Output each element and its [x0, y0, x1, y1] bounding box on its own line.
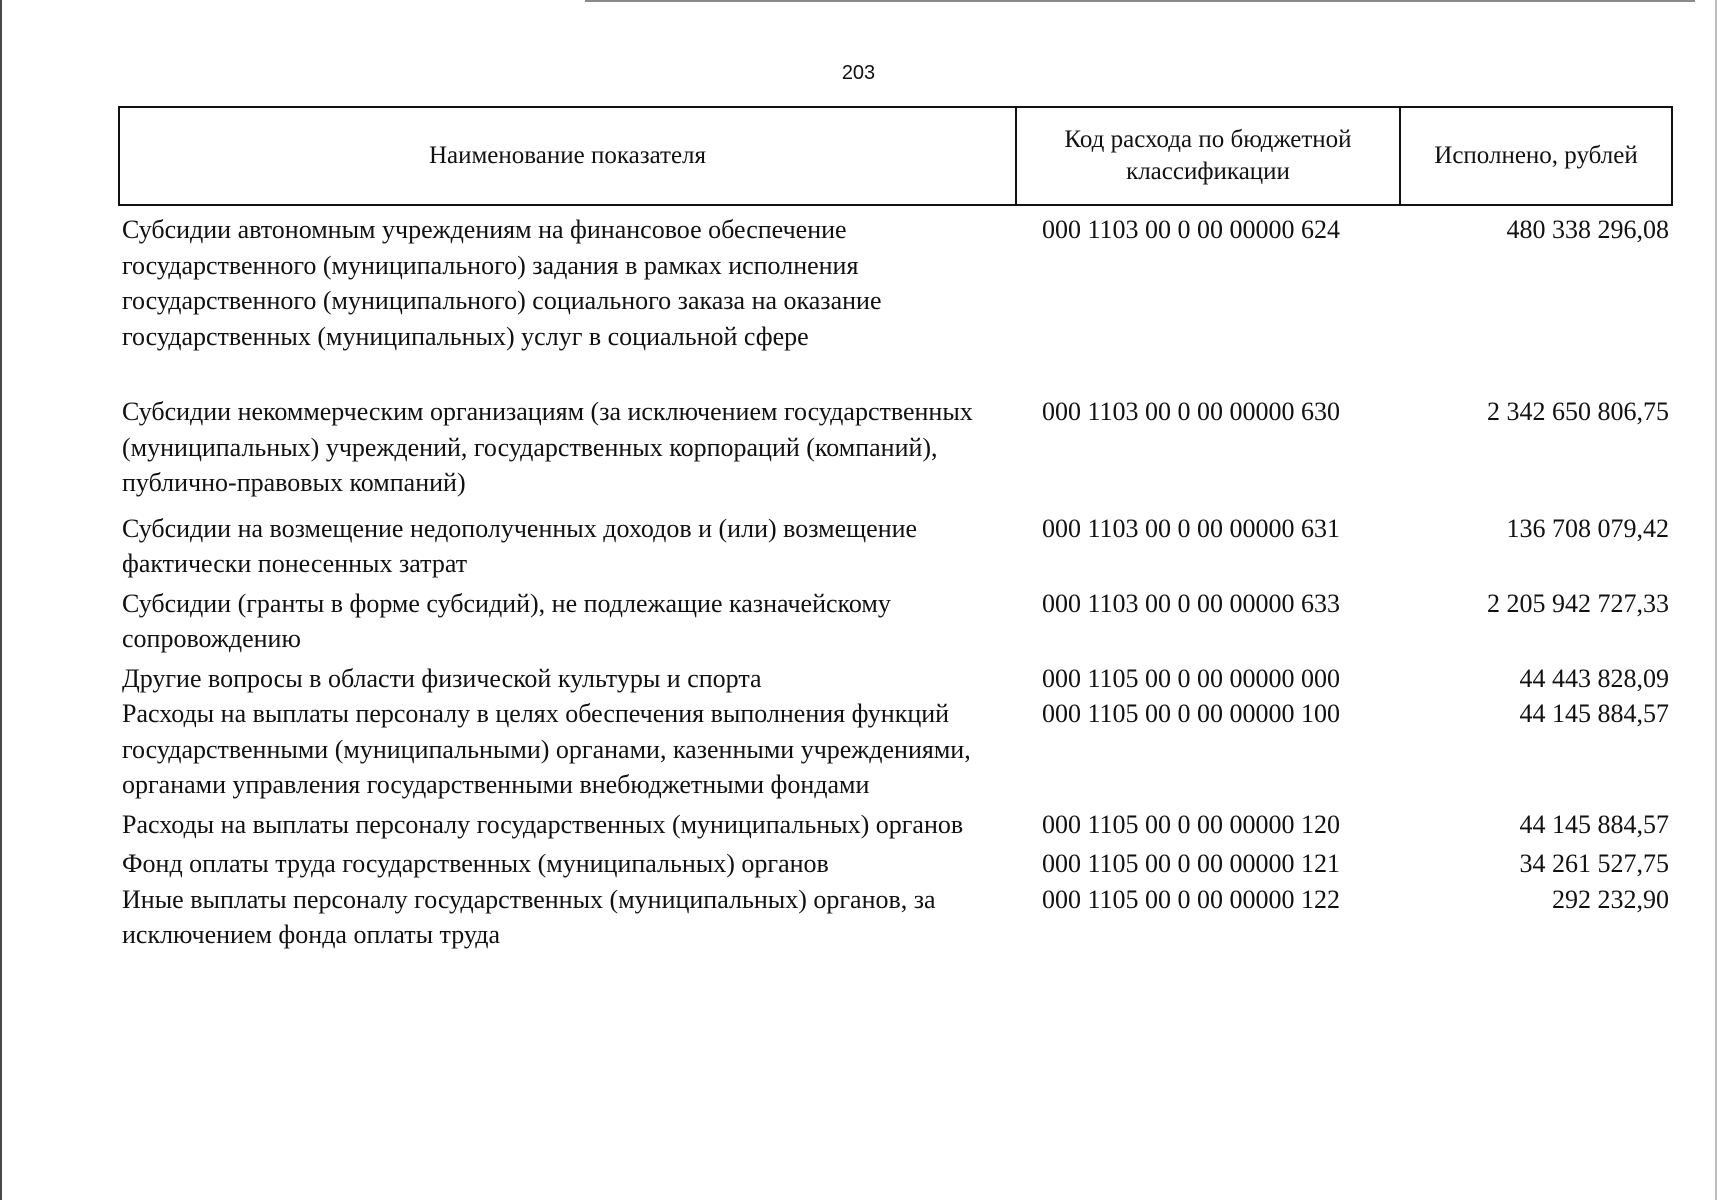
row-sum: 292 232,90: [1552, 884, 1669, 914]
row-code: 000 1103 00 0 00 00000 630: [1042, 397, 1341, 426]
table-row: [119, 882, 1672, 953]
row-code: 000 1105 00 0 00 00000 100: [1042, 699, 1341, 728]
row-code: 000 1103 00 0 00 00000 633: [1042, 588, 1341, 618]
row-name: Расходы на выплаты персоналу государственных (муниципальных) органов: [122, 809, 964, 839]
table-row: [119, 511, 1672, 586]
expenditure-table-container: [118, 106, 1671, 953]
table-row: [119, 696, 1672, 807]
scan-edge-top: [585, 0, 1695, 2]
row-code: 000 1103 00 0 00 00000 631: [1042, 513, 1341, 543]
header-sum: Исполнено, рублей: [1400, 107, 1672, 205]
row-sum: 2 205 942 727,33: [1487, 588, 1669, 618]
table-body: [119, 205, 1672, 953]
row-sum: 480 338 296,08: [1506, 215, 1669, 244]
row-name: Иные выплаты персоналу государственных (муниципальных) органов, за исключением фонда оплаты труда: [122, 884, 936, 949]
header-code: Код расхода по бюджетной классификации: [1016, 107, 1400, 205]
row-sum: 44 145 884,57: [1519, 809, 1669, 839]
scan-edge-left: [0, 0, 2, 1200]
row-name: Другие вопросы в области физической культуры и спорта: [122, 663, 762, 693]
table-row: [119, 661, 1672, 697]
table-header: [119, 107, 1672, 205]
row-sum: 136 708 079,42: [1506, 513, 1669, 543]
table-row: [119, 394, 1672, 511]
table-row: [119, 586, 1672, 661]
row-sum: 34 261 527,75: [1519, 849, 1669, 878]
header-row: [119, 107, 1672, 205]
row-code: 000 1105 00 0 00 00000 120: [1042, 809, 1341, 839]
table-row: [119, 846, 1672, 882]
page-number: 203: [841, 62, 876, 84]
row-name: Субсидии автономным учреждениям на финансовое обеспечение государственного (муниципального) задания в рамках исполнения государственного (муниципального) социального заказа на оказание государственных (муниципальных) услуг в социальной сфере: [122, 215, 882, 351]
table-row: [119, 807, 1672, 847]
row-code: 000 1105 00 0 00 00000 122: [1042, 884, 1341, 914]
header-name: Наименование показателя: [119, 107, 1016, 205]
row-code: 000 1105 00 0 00 00000 000: [1042, 663, 1341, 693]
expenditure-table: [118, 106, 1673, 953]
row-name: Субсидии некоммерческим организациям (за исключением государственных (муниципальных) учреждений, государственных корпораций (компаний), публично-правовых компаний): [122, 397, 973, 497]
row-sum: 44 145 884,57: [1519, 699, 1669, 728]
row-name: Расходы на выплаты персоналу в целях обеспечения выполнения функций государственными (муниципальными) органами, казенными учреждениями, органами управления государственными внебюджетными фондами: [122, 699, 971, 799]
row-code: 000 1105 00 0 00 00000 121: [1042, 849, 1341, 878]
row-code: 000 1103 00 0 00 00000 624: [1042, 215, 1341, 244]
row-name: Фонд оплаты труда государственных (муниципальных) органов: [122, 849, 829, 878]
row-name: Субсидии на возмещение недополученных доходов и (или) возмещение фактически понесенных затрат: [122, 513, 918, 578]
row-sum: 2 342 650 806,75: [1487, 397, 1669, 426]
table-row: [119, 205, 1672, 394]
row-name: Субсидии (гранты в форме субсидий), не подлежащие казначейскому сопровождению: [122, 588, 891, 653]
row-sum: 44 443 828,09: [1519, 663, 1669, 693]
